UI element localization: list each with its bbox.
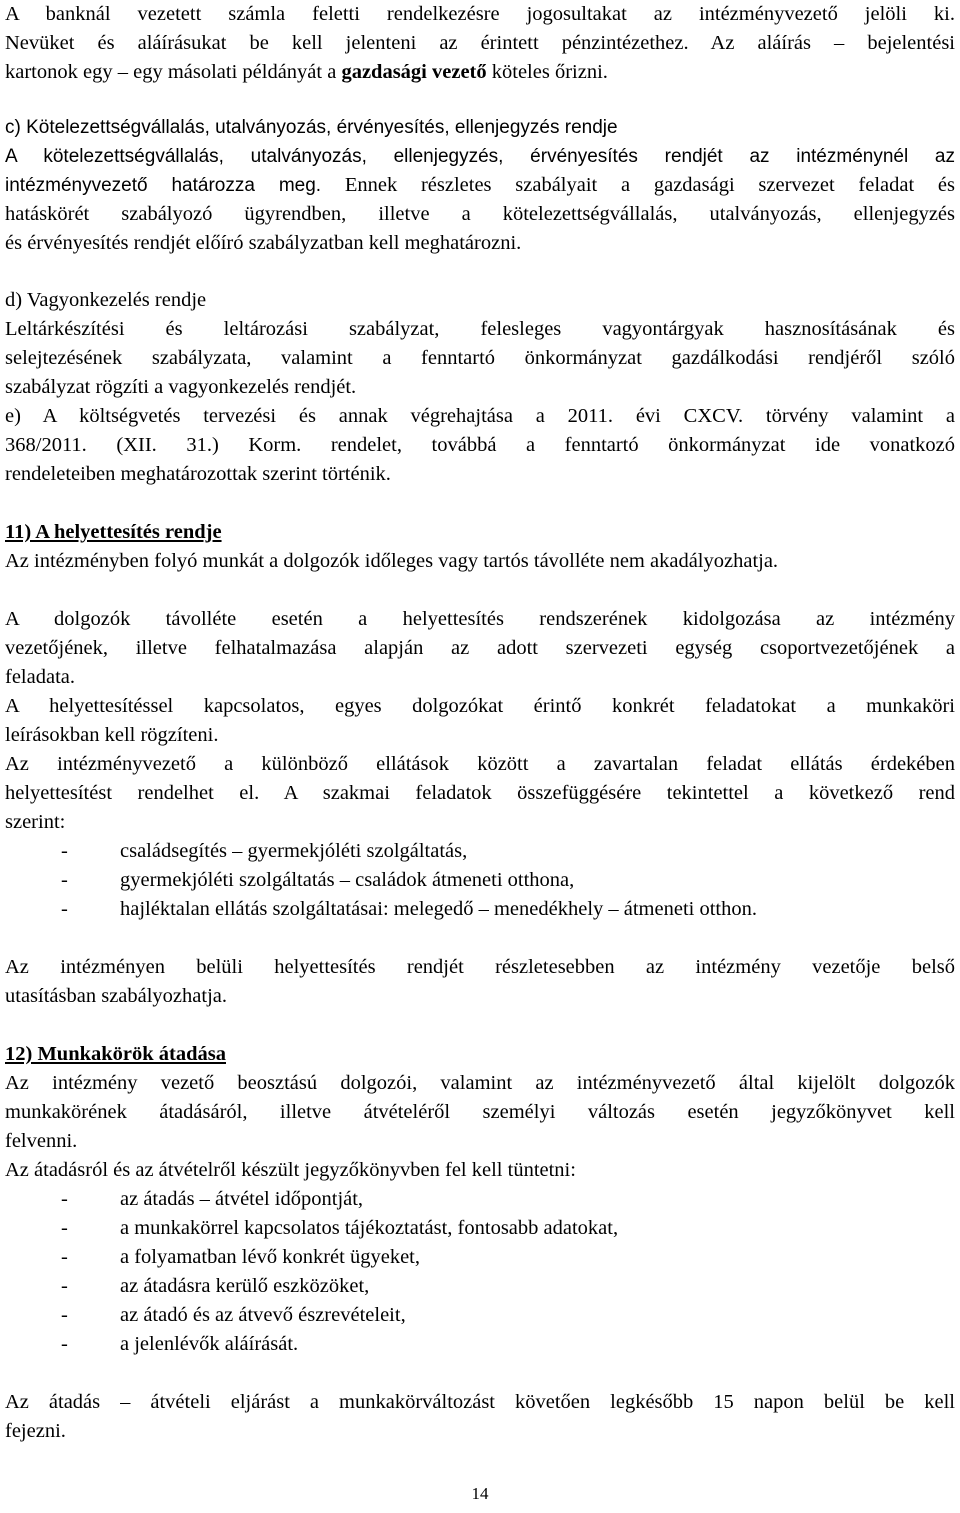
list-item-text: a munkakörrel kapcsolatos tájékoztatást, fontosabb adatokat, [120,1217,619,1239]
list-item [5,837,955,866]
section-c-line-1: A kötelezettségvállalás, utalványozás, ellenjegyzés, érvényesítés rendjét az intézménynél az [5,146,955,167]
list-item-text: családsegítés – gyermekjóléti szolgáltatás, [120,840,468,862]
section-11-heading-text: 11) A helyettesítés rendje [5,521,222,543]
section-12-heading [5,1040,955,1069]
section-11-line-1: Az intézményben folyó munkát a dolgozók időleges vagy tartós távolléte nem akadályozhatja. [5,550,779,572]
section-12-heading-text: 12) Munkakörök átadása [5,1043,226,1065]
section-12-p2-line-1: Az átadás – átvételi eljárást a munkakörváltozást követően legkésőbb 15 napon belül be kell [5,1391,955,1413]
list-item-text: a folyamatban lévő konkrét ügyeket, [120,1246,420,1268]
section-11-p5-line-2: utasításban szabályozhatja. [5,985,227,1007]
list-item-text: az átadás – átvétel időpontját, [120,1188,364,1210]
list-item [5,1272,955,1301]
list-dash: - [61,1304,68,1326]
page-number: 14 [471,1484,489,1503]
section-11-p2-line-2: vezetőjének, illetve felhatalmazása alapján az adott szervezeti egység csoportvezetőjének a [5,637,955,659]
section-12-p2-line-2: fejezni. [5,1420,66,1442]
intro-text: kartonok egy – egy másolati példányát a [5,61,342,83]
list-dash: - [61,1188,68,1210]
section-12-line-3: felvenni. [5,1130,78,1152]
intro-line-2: Nevüket és aláírásukat be kell jelenteni az érintett pénzintézethez. Az aláírás – bejelentési [5,32,955,54]
list-dash: - [61,840,68,862]
list-item-text: gyermekjóléti szolgáltatás – családok átmeneti otthona, [120,869,575,891]
list-dash: - [61,898,68,920]
section-c-serif-text: Ennek részletes szabályait a gazdasági szervezet feladat és [321,174,956,196]
list-item-text: az átadó és az átvevő észrevételeit, [120,1304,406,1326]
intro-bold-text: gazdasági vezető [341,61,487,83]
section-11-p3-line-1: A helyettesítéssel kapcsolatos, egyes dolgozókat érintő konkrét feladatokat a munkaköri [5,695,955,717]
list-dash: - [61,1333,68,1355]
section-11-p3-line-2: leírásokban kell rögzíteni. [5,724,219,746]
section-11-p2-line-1: A dolgozók távolléte esetén a helyettesítés rendszerének kidolgozása az intézmény [5,608,955,630]
list-item [5,895,955,924]
section-c-heading: c) Kötelezettségvállalás, utalványozás, érvényesítés, ellenjegyzés rendje [5,117,618,138]
section-12-line-4: Az átadásról és az átvételről készült jegyzőkönyvben fel kell tüntetni: [5,1159,576,1181]
list-item-text: a jelenlévők aláírását. [120,1333,299,1355]
section-d-line-1: Leltárkészítési és leltározási szabályzat, felesleges vagyontárgyak hasznosításának és [5,318,955,340]
section-12-line-2: munkakörének átadásáról, illetve átvételéről személyi változás esetén jegyzőkönyvet kell [5,1101,955,1123]
list-dash: - [61,869,68,891]
section-11-p4-line-1: Az intézményvezető a különböző ellátások között a zavartalan feladat ellátás érdekében [5,753,955,775]
section-c-line-3: hatáskörét szabályozó ügyrendben, illetve a kötelezettségvállalás, utalványozás, ellenjegyzés [5,203,955,225]
section-11-heading [5,518,955,547]
section-e-line-2: 368/2011. (XII. 31.) Korm. rendelet, továbbá a fenntartó önkormányzat ide vonatkozó [5,434,955,456]
intro-text-end: köteles őrizni. [486,61,608,83]
list-item [5,1301,955,1330]
list-dash: - [61,1246,68,1268]
section-d-line-2: selejtezésének szabályzata, valamint a fenntartó önkormányzat gazdálkodási rendjéről szóló [5,347,955,369]
intro-line-3 [5,58,955,87]
section-12-line-1: Az intézmény vezető beosztású dolgozói, valamint az intézményvezető által kijelölt dolgozók [5,1072,955,1094]
section-11-p4-line-3: szerint: [5,811,66,833]
section-c-line-2 [5,171,955,200]
section-c-sans-text: intézményvezető határozza meg. [5,175,322,196]
section-11-p2-line-3: feladata. [5,666,75,688]
list-item [5,866,955,895]
list-item [5,1214,955,1243]
list-item [5,1243,955,1272]
list-item-text: hajléktalan ellátás szolgáltatásai: melegedő – menedékhely – átmeneti otthon. [120,898,757,920]
list-item [5,1185,955,1214]
section-e-line-1: e) A költségvetés tervezési és annak végrehajtása a 2011. évi CXCV. törvény valamint a [5,405,955,427]
intro-line-1: A banknál vezetett számla feletti rendelkezésre jogosultakat az intézményvezető jelöli ki. [5,3,955,25]
section-c-line-4: és érvényesítés rendjét előíró szabályzatban kell meghatározni. [5,232,522,254]
section-e-line-3: rendeleteiben meghatározottak szerint történik. [5,463,391,485]
list-item [5,1330,955,1359]
list-item-text: az átadásra kerülő eszközöket, [120,1275,370,1297]
section-11-p4-line-2: helyettesítést rendelhet el. A szakmai feladatok összefüggésére tekintettel a következő rend [5,782,955,804]
section-11-p5-line-1: Az intézményen belüli helyettesítés rendjét részletesebben az intézmény vezetője belső [5,956,955,978]
list-dash: - [61,1217,68,1239]
section-d-heading: d) Vagyonkezelés rendje [5,289,207,311]
list-dash: - [61,1275,68,1297]
section-d-line-3: szabályzat rögzíti a vagyonkezelés rendjét. [5,376,357,398]
